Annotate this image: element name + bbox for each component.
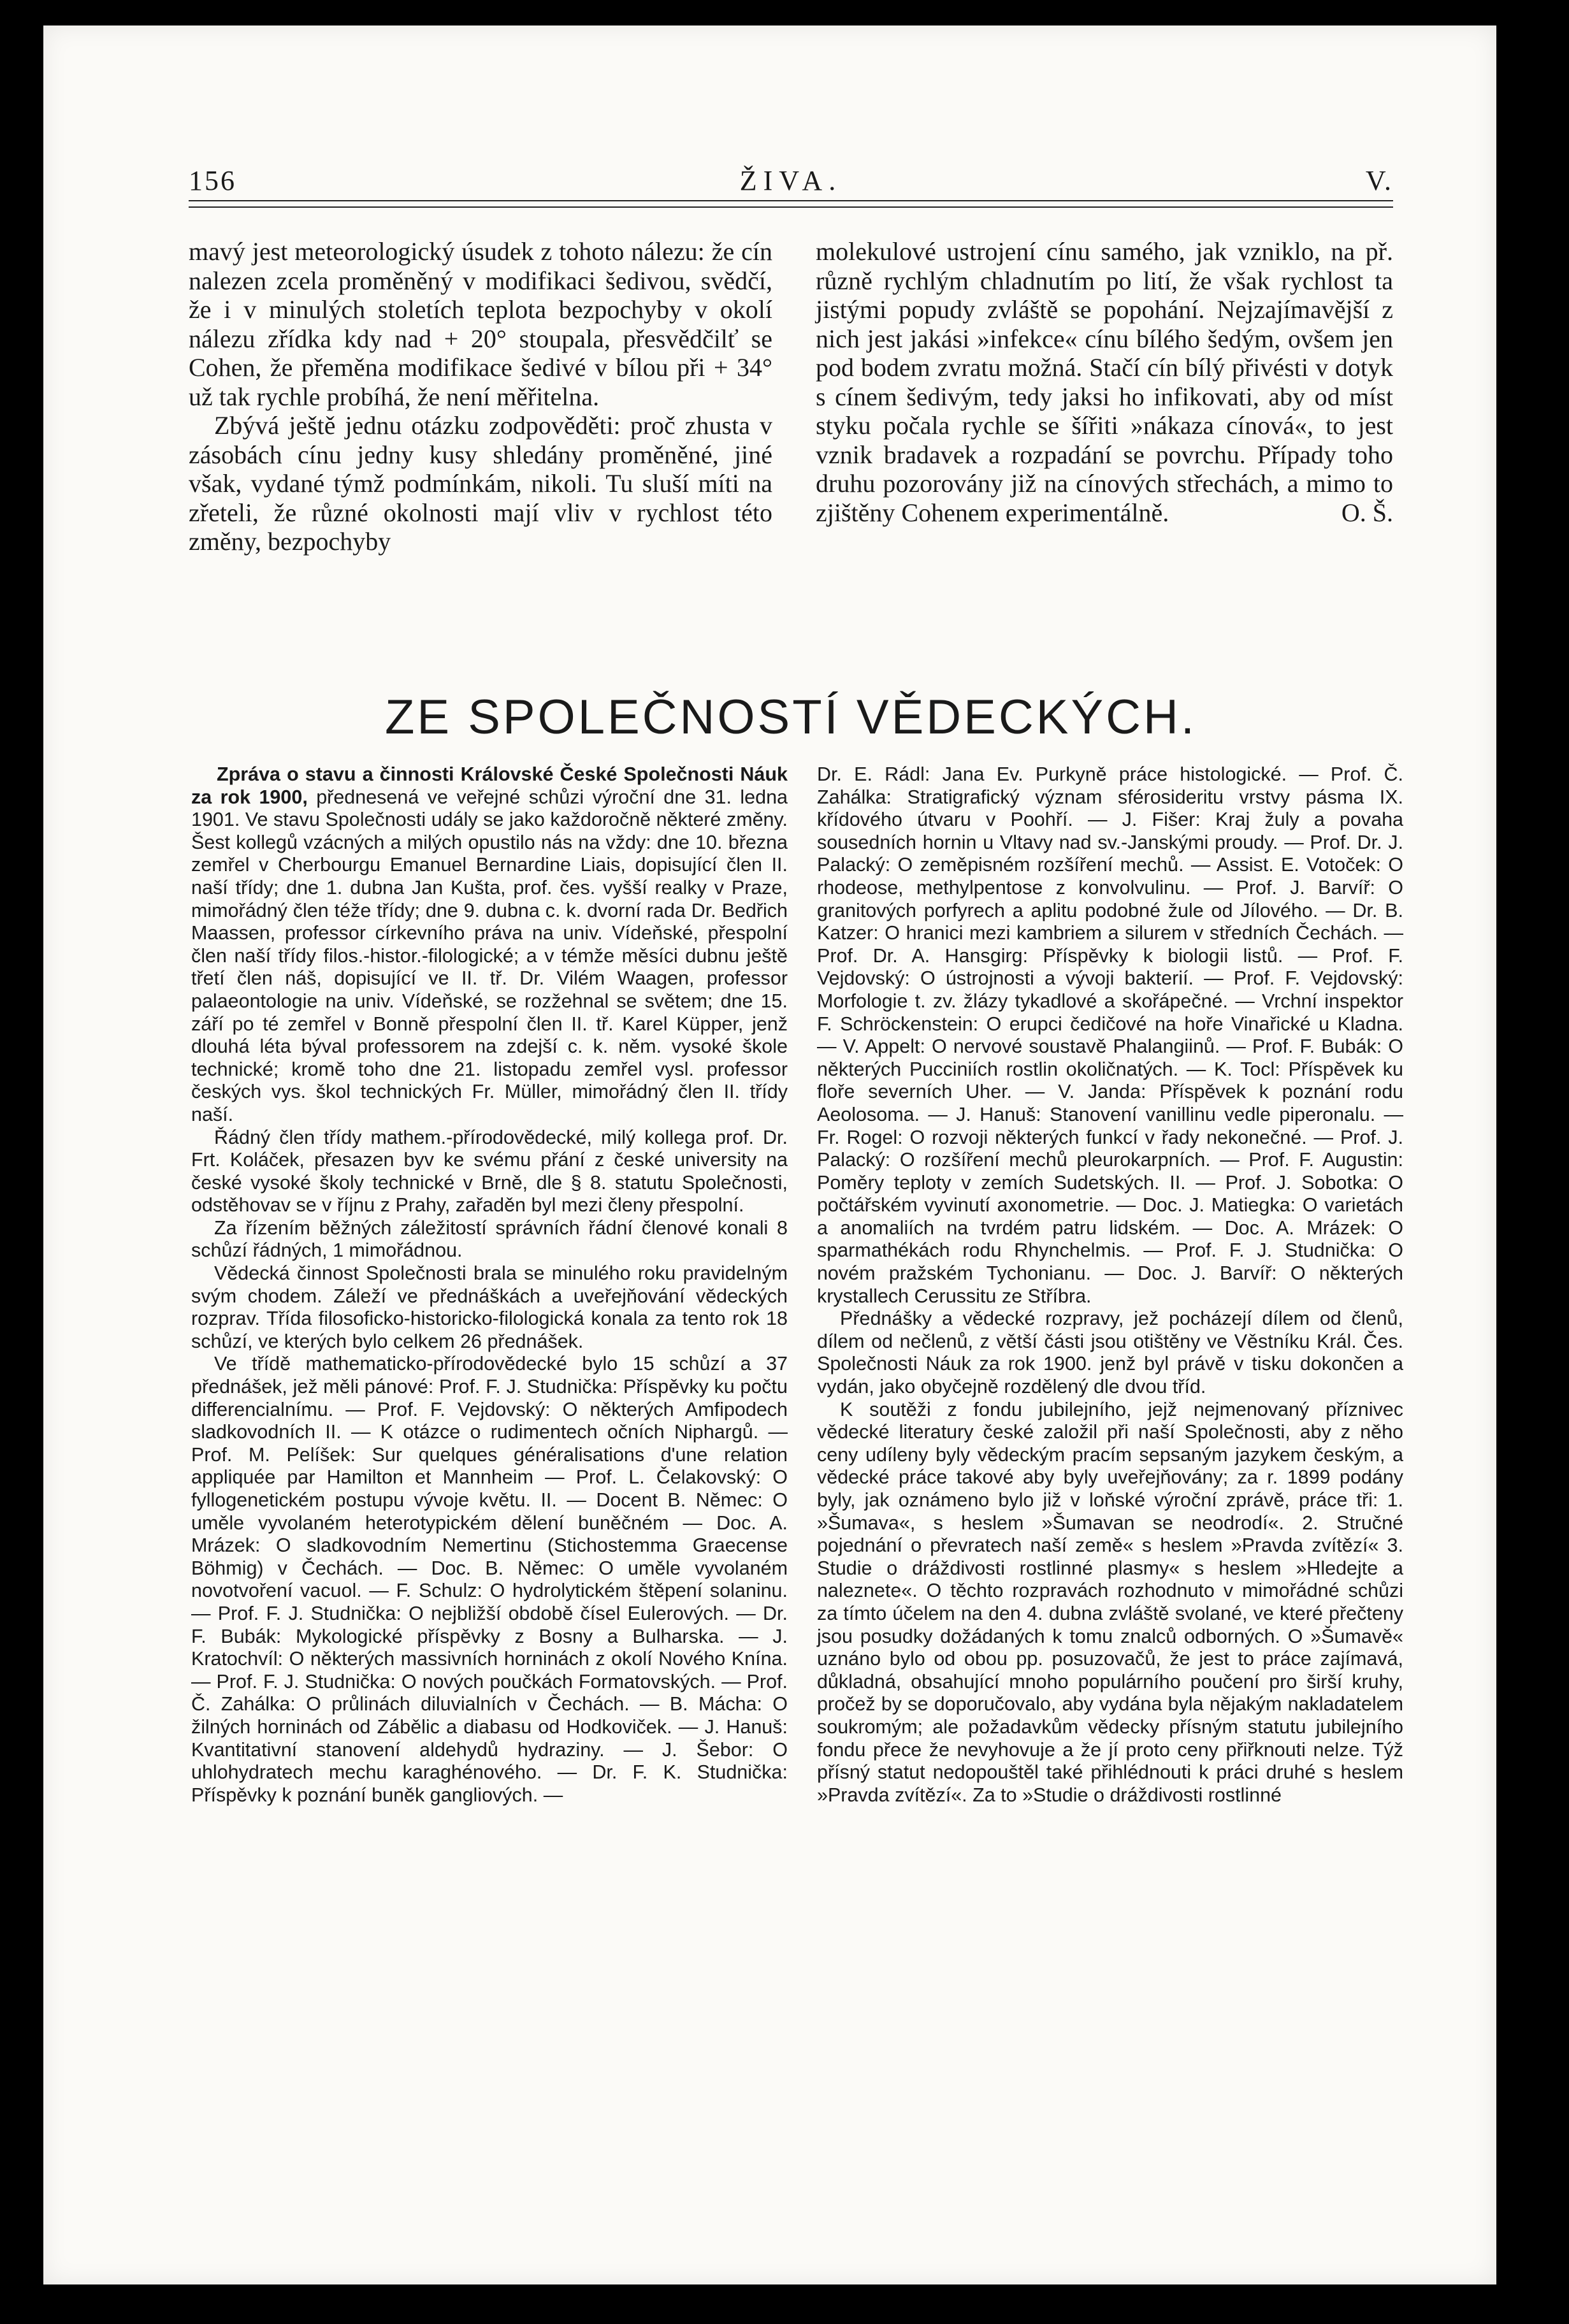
header-rule bbox=[189, 200, 1393, 208]
volume-number: V. bbox=[1365, 165, 1393, 196]
journal-title: ŽIVA. bbox=[739, 165, 842, 196]
report-heading: Zpráva o stavu a činnosti Královské České Společnosti Náuk za rok 1900, bbox=[191, 763, 788, 808]
paragraph: přednesená ve veřejné schůzi výroční dne 31. ledna 1901. Ve stavu Společnosti udály se jako každoročně některé změny. Šest kollegů vzácných a milých opustilo nás na vždy: dne 10. března zemřel v Cherbourgu Emanuel Bernardine Liais, dopisující člen II. naší třídy; dne 1. dubna Jan Kušta, prof. čes. vyšší realky v Praze, mimořádný člen téže třídy; dne 9. dubna c. k. dvorní rada Dr. Bedřich Maassen, professor církevního práva na univ. Vídeňské, přespolní člen naší třídy filos.-histor.-filologické; a v témže měsíci dubnu ještě třetí člen náš, dopisující ve II. tř. Dr. Vilém Waagen, professor palaeontologie na univ. Vídeňské, se rozžehnal se světem; dne 15. září po té zemřel v Bonně přespolní člen II. tř. Karel Küpper, jenž dlouhá léta býval professorem na zdejší c. k. něm. vysoké škole technické; kromě toho dne 21. listopadu zemřel vysl. professor českých vys. škol technických Fr. Müller, mimořádný člen II. třídy naší. bbox=[191, 786, 788, 1125]
paragraph: Dr. E. Rádl: Jana Ev. Purkyně práce histologické. — Prof. Č. Zahálka: Stratigrafický význam sférosideritu vrstvy pásma IX. křídového útvaru v Poohří. — J. Fišer: Kraj žuly a povaha sousedních hornin u Vltavy nad sv.-Janskými proudy. — Prof. Dr. J. Palacký: O zeměpisném rozšíření mechů. — Assist. E. Votoček: O rhodeose, methylpentose z konvolvulinu. — Prof. J. Barvíř: O granitových porfyrech a aplitu podobné žule od Jílového. — Dr. B. Katzer: O hranici mezi kambriem a silurem v středních Čechách. — Prof. Dr. A. Hansgirg: Příspěvky k biologii listů. — Prof. F. Vejdovský: O ústrojnosti a vývoji bakterií. — Prof. F. Vejdovský: Morfologie t. zv. žlázy tykadlové a skořápečné. — Vrchní inspektor F. Schröckenstein: O erupci čedičové na hoře Vinařické u Kladna. — V. Appelt: O nervové soustavě Phalangiinů. — Prof. F. Bubák: O některých Pucciniích rostlin okoličnatých. — K. Tocl: Příspěvek ku floře severních Uher. — V. Janda: Příspěvek k poznání rodu Aeolosoma. — J. Hanuš: Stanovení vanillinu vedle piperonalu. — Fr. Rogel: O rozvoji některých funkcí v řady nekonečné. — Prof. J. Palacký: O rozšíření mechů pleurokarpních. — Prof. F. Augustin: Poměry teploty v zemích Sudetských. II. — Prof. J. Sobotka: O počtářském vyvinutí axonometrie. — Doc. J. Matiegka: O varietách a anomaliích na tvrdém patru lidském. — Doc. A. Mrázek: O sparmathékách rodu Rhynchelmis. — Prof. F. J. Studnička: O novém pražském Tychonianu. — Doc. J. Barvíř: O některých krystallech Cerussitu ze Stříbra. bbox=[817, 763, 1403, 1307]
section-title: ZE SPOLEČNOSTÍ VĚDECKÝCH. bbox=[384, 690, 1197, 744]
intro-right-column bbox=[816, 237, 1393, 528]
paragraph: Vědecká činnost Společnosti brala se minulého roku pravidelným svým chodem. Záleží ve přednáškách a uveřejňování vědeckých rozprav. Třída filosoficko-historicko-filologická konala za tento rok 18 schůzí, ve kterých bylo celkem 26 přednášek. bbox=[191, 1262, 788, 1352]
paragraph: Zbývá ještě jednu otázku zodpověděti: proč zhusta v zásobách cínu jedny kusy shledány proměněné, jiné však, vydané týmž podmínkám, nikoli. Tu sluší míti na zřeteli, že různé okolnosti mají vliv v rychlost této změny, bezpochyby bbox=[189, 411, 772, 556]
paragraph: Ve třídě mathematicko-přírodovědecké bylo 15 schůzí a 37 přednášek, jež měli pánové: Prof. F. J. Studnička: Příspěvky ku počtu differencialnímu. — Prof. F. Vejdovský: O některých Amfipodech sladkovodních II. — K otázce o rudimentech očních Niphargů. — Prof. M. Pelíšek: Sur quelques généralisations d'une relation appliquée par Hamilton et Mannheim — Prof. L. Čelakovský: O fyllogenetickém postupu vývoje květu. II. — Docent B. Němec: O uměle vyvolaném heterotypickém dělení buněčném — Doc. A. Mrázek: O sladkovodním Nemertinu (Stichostemma Graecense Böhmig) v Čechách. — Doc. B. Němec: O uměle vyvolaném novotvoření vacuol. — F. Schulz: O hydrolytickém štěpení solaninu. — Prof. F. J. Studnička: O nejbližší obdobě čísel Eulerových. — Dr. F. Bubák: Mykologické příspěvky z Bosny a Bulharska. — J. Kratochvíl: O některých massivních horninách z okolí Nového Knína. — Prof. F. J. Studnička: O nových poučkách Formatovských. — Prof. Č. Zahálka: O průlinách diluvialních v Čechách. — B. Mácha: O žilných horninách od Zábělic a diabasu od Hodkoviček. — J. Hanuš: Kvantitativní stanovení aldehydů hydraziny. — J. Šebor: O uhlohydratech mechu karaghénového. — Dr. F. K. Studnička: Příspěvky k poznání buněk gangliových. — bbox=[191, 1353, 788, 1806]
report-lead bbox=[191, 763, 788, 1127]
author-signature: O. Š. bbox=[1341, 498, 1393, 527]
paragraph: Za řízením běžných záležitostí správních řádní členové konali 8 schůzí řádných, 1 mimořádnou. bbox=[191, 1216, 788, 1262]
paragraph: molekulové ustrojení cínu samého, jak vzniklo, na př. různě rychlým chladnutím po lití, že však rychlost ta jistými popudy zvláště se popohání. Nejzajímavější z nich jest jakási »infekce« cínu bílého šedým, ovšem jen pod bodem zvratu možná. Stačí cín bílý přivésti v dotyk s cínem šedivým, tedy jaksi ho infikovati, aby od míst styku počala rychle se šířiti »nákaza cínová«, to jest vznik bradavek a rozpadání se povrchu. Případy toho druhu pozorovány již na cínových střechách, a mimo to zjištěny Cohenem experimentálně. bbox=[816, 237, 1393, 527]
report-left-column bbox=[191, 763, 788, 1807]
paragraph: mavý jest meteorologický úsudek z tohoto nálezu: že cín nalezen zcela proměněný v modifikaci šedivou, svědčí, že i v minulých stoletích teplota bezpochyby v okolí nálezu zřídka kdy nad + 20° stoupala, přesvědčilť se Cohen, že přeměna modifikace šedivé v bílou při + 34° už tak rychle probíhá, že není měřitelna. bbox=[189, 237, 772, 411]
running-header bbox=[189, 164, 1393, 195]
paragraph: Řádný člen třídy mathem.-přírodovědecké, milý kollega prof. Dr. Frt. Koláček, přesazen byv ke svému přání z české university na české vysoké školy technické v Brně, dle § 8. statutu Společnosti, odstěhovav se v říjnu z Prahy, zařaděn byl mezi členy přespolní. bbox=[191, 1126, 788, 1216]
page-number: 156 bbox=[189, 165, 236, 196]
paragraph: Přednášky a vědecké rozpravy, jež pocházejí dílem od členů, dílem od nečlenů, z větší části jsou otištěny ve Věstníku Král. Čes. Společnosti Náuk za rok 1900. jenž byl právě v tisku dokončen a vydán, jako obyčejně rozdělený dle dvou tříd. bbox=[817, 1308, 1403, 1398]
paragraph: K soutěži z fondu jubilejního, jejž nejmenovaný příznivec vědecké literatury české založil při naší Společnosti, aby z něho ceny udíleny byly vědeckým pracím sepsaným jazykem českým, a vědecké práce takové aby byly uveřejňovány; za r. 1899 podány byly, jak oznámeno bylo již v loňské výroční zprávě, práce tři: 1. »Šumava«, s heslem »Šumavan se neodrodí«. 2. Stručné pojednání o převratech naší země« s heslem »Pravda zvítězí« 3. Studie o dráždivosti rostlinné plasmy« s heslem »Hledejte a naleznete«. O těchto rozpravách rozhodnuto v mimořádné schůzi za tímto účelem na den 4. dubna zvláště svolané, ve které přečteny jsou posudky dožádaných k tomu znalců odborných. O »Šumavě« uznáno bylo od obou pp. posuzovačů, že jest to práce zajímavá, důkladná, obsahující mnoho populárního poučení pro širší kruhy, pročež by se doporučovalo, aby vydána byla nějakým nakladatelem soukromým; ale požadavkům vědecky přísným statutu jubilejního fondu přece že nevyhovuje a že jí proto ceny přiřknouti nelze. Týž přísný statut nedopouštěl také přihlédnouti k práci druhé s heslem »Pravda zvítězí«. Za to »Studie o dráždivosti rostlinné bbox=[817, 1398, 1403, 1806]
intro-left-column bbox=[189, 237, 772, 556]
report-right-column bbox=[817, 763, 1403, 1807]
